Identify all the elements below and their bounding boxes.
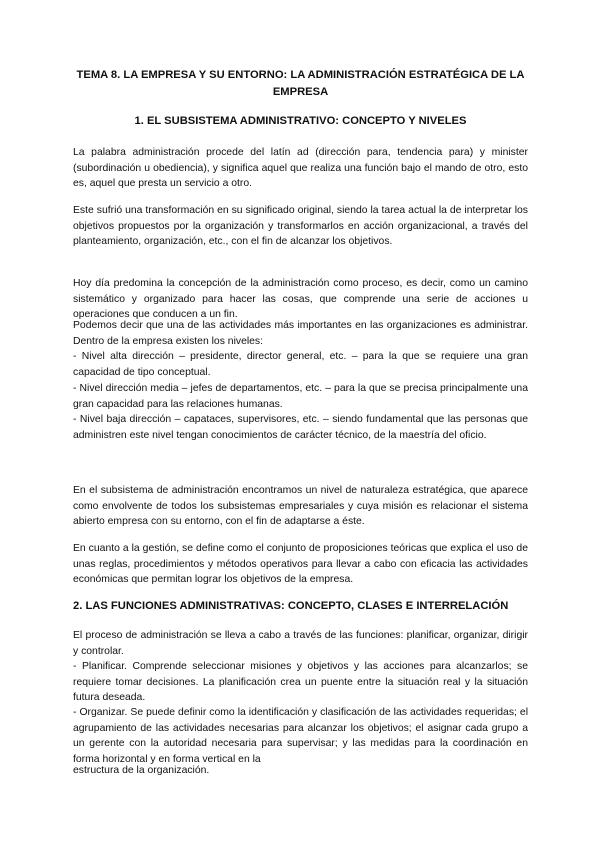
list-item-alta-direccion: - Nivel alta dirección – presidente, director general, etc. – para la que se requiere una gran capacidad de tipo conceptual. [73, 351, 528, 378]
paragraph-transformation: Este sufrió una transformación en su significado original, siendo la tarea actual la de interpretar los objetivos propuestos por la organización y transformarlos en acción organizacional, a través del planteamiento, organización, etc., con el fin de alcanzar los objetivos. [73, 205, 528, 248]
list-item-organizar: - Organizar. Se puede definir como la identificación y clasificación de las actividades requeridas; el agrupamiento de las actividades necesarias para alcanzar los objetivos; el asignar cada grupo a un gerente con la autoridad necesaria para supervisar; y las medidas para la coordinación en forma horizontal y en forma vertical en la [73, 707, 528, 765]
document-title [73, 67, 528, 101]
paragraph-levels-intro: Podemos decir que una de las actividades más importantes en las organizaciones es administrar. Dentro de la empresa existen los niveles: [73, 320, 528, 347]
list-item-direccion-media: - Nivel dirección media – jefes de departamentos, etc. – para la que se precisa principalmente una gran capacidad para las relaciones humanas. [73, 383, 528, 410]
paragraph-latin-origin: La palabra administración procede del latín ad (dirección para, tendencia para) y minister (subordinación u obediencia), y significa aquel que realiza una función bajo el mando de otro, esto es, aquel que presta un servicio a otro. [73, 147, 528, 190]
paragraph-strategic-level: En el subsistema de administración encontramos un nivel de naturaleza estratégica, que aparece como envolvente de todos los subsistemas empresariales y cuya misión es relacionar el sistema abierto empresa con su entorno, con el fin de adaptarse a éste. [73, 485, 528, 528]
section-1-heading: 1. EL SUBSISTEMA ADMINISTRATIVO: CONCEPTO Y NIVELES [134, 115, 467, 127]
paragraph-process: Hoy día predomina la concepción de la administración como proceso, es decir, como un camino sistemático y organizado para hacer las cosas, que comprende una serie de acciones u operaciones que conducen a un fin. [73, 278, 528, 321]
paragraph-organization-structure: estructura de la organización. [73, 765, 210, 776]
paragraph-gestion: En cuanto a la gestión, se define como el conjunto de proposiciones teóricas que explica el uso de unas reglas, procedimientos y métodos operativos para llevar a cabo con eficacia las actividades económicas que permitan lograr los objetivos de la empresa. [73, 543, 528, 586]
title-line-1: TEMA 8. LA EMPRESA Y SU ENTORNO: LA ADMINISTRACIÓN ESTRATÉGICA DE LA [76, 69, 525, 81]
list-item-planificar: - Planificar. Comprende seleccionar misiones y objetivos y las acciones para alcanzarlos; se requiere tomar decisiones. La planificación crea un puente entre la situación real y la situación futura deseada. [73, 661, 528, 704]
list-item-baja-direccion: - Nivel baja dirección – capataces, supervisores, etc. – siendo fundamental que las personas que administren este nivel tengan conocimientos de carácter técnico, de la maestría del oficio. [73, 414, 528, 441]
title-line-2: EMPRESA [272, 86, 329, 98]
paragraph-functions-intro: El proceso de administración se lleva a cabo a través de las funciones: planificar, organizar, dirigir y controlar. [73, 630, 528, 657]
section-2-heading: 2. LAS FUNCIONES ADMINISTRATIVAS: CONCEPTO, CLASES E INTERRELACIÓN [73, 600, 509, 612]
